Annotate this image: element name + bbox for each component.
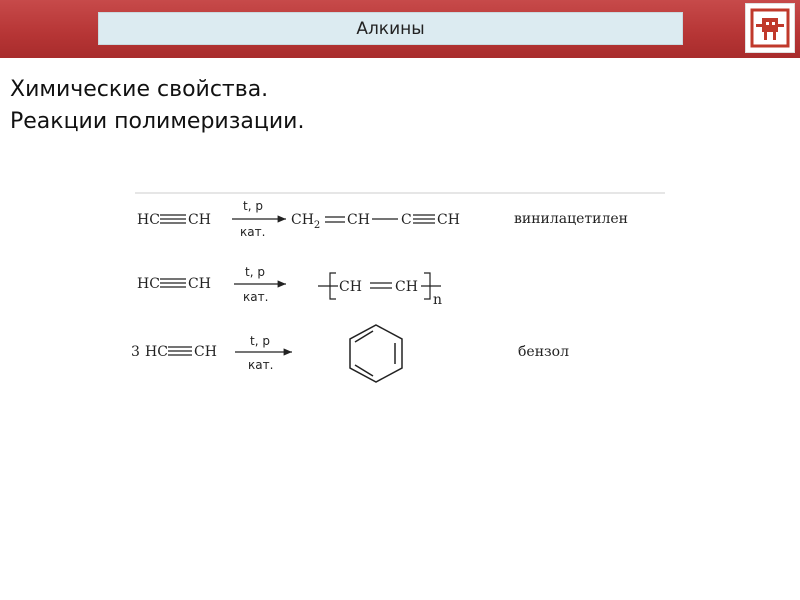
reactant-left: HC — [137, 212, 160, 228]
triple-bond — [168, 347, 192, 355]
double-bond — [325, 217, 345, 222]
unit-left: CH — [339, 279, 362, 295]
polymer-brackets — [318, 273, 441, 299]
condition-top: t, p — [245, 265, 265, 279]
triple-bond — [160, 215, 186, 223]
reactant-right: CH — [188, 212, 211, 228]
condition-bottom: кат. — [240, 225, 266, 239]
benzene-ring-icon — [350, 325, 402, 382]
condition-bottom: кат. — [243, 290, 269, 304]
condition-top: t, p — [250, 334, 270, 348]
reaction-1 — [137, 199, 628, 239]
product-name: винилацетилен — [514, 211, 628, 227]
reactant-left: HC — [137, 276, 160, 292]
reactant-left: HC — [145, 344, 168, 360]
product-ch2: $CH_2$ — [291, 212, 321, 231]
slide-title: Алкины — [98, 12, 683, 45]
coefficient: 3 — [131, 344, 140, 360]
triple-bond — [160, 279, 186, 287]
unit-right: CH — [395, 279, 418, 295]
polymer-index: n — [433, 292, 443, 308]
reaction-2 — [137, 265, 442, 308]
heading-line-1: Химические свойства. — [10, 77, 269, 102]
product-name: бензол — [518, 344, 570, 360]
double-bond — [370, 283, 392, 288]
heading-line-2: Реакции полимеризации. — [10, 109, 305, 134]
reactant-right: CH — [188, 276, 211, 292]
reaction-3 — [131, 325, 569, 382]
condition-bottom: кат. — [248, 358, 274, 372]
product-c: C — [401, 212, 412, 228]
triple-bond — [413, 215, 435, 223]
product-ch: CH — [347, 212, 370, 228]
condition-top: t, p — [243, 199, 263, 213]
product-ch-end: CH — [437, 212, 460, 228]
reactant-right: CH — [194, 344, 217, 360]
